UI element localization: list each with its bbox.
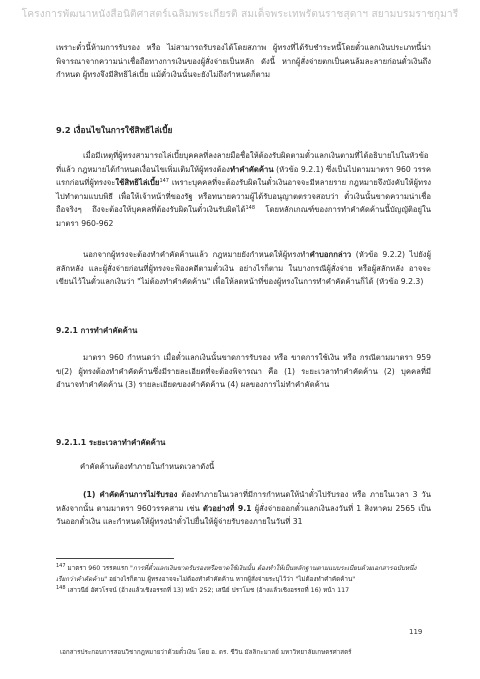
footnotes bbox=[56, 563, 431, 596]
section-heading-block bbox=[56, 124, 431, 136]
footnote-147-number: 147 bbox=[56, 563, 66, 569]
footnote-147-text-a: มาตรา 960 วรรคแรก bbox=[65, 565, 131, 572]
paragraph-5-text-a: ต้องทำภายในเวลาที่มีการกำหนดให้นำตั๋วไปรับรอง หรือ ภายในเวลา 3 วันหลังจากนั้น ตามมาตรา 960วรรคสาม เช่น bbox=[56, 490, 431, 513]
subsubsection-heading-block bbox=[56, 437, 431, 449]
page-number: 119 bbox=[409, 628, 423, 636]
paragraph-5-bold-example: ตัวอย่างที่ 9.1 bbox=[202, 503, 252, 513]
footnote-147-text-c: อย่างไรก็ตาม ผู้ทรงอาจจะไม่ต้องทำคำคัดค้าน หากผู้สั่งจ่ายระบุไว้ว่า "ไม่ต้องทำคำคัดค้าน" bbox=[107, 576, 356, 583]
paragraph-1-text-c: (หัวข้อ 9.2.1) ซึ่งเป็นไปตามมาตรา 960 วรรคแรกก่อนที่ผู้ทรงจะ bbox=[56, 164, 432, 188]
paragraph-2-bold-notice: คำบอกกล่าว bbox=[309, 250, 352, 259]
subsection-heading-block bbox=[56, 325, 431, 337]
footnote-ref-148: 148 bbox=[245, 205, 256, 212]
footnote-ref-147: 147 bbox=[159, 178, 169, 185]
paragraph-1-text-d: เพราะบุคคลที่จะต้องรับผิดในตั๋วเงินอาจจะมีหลายราย กฎหมายจึงบังคับให้ผู้ทรงไปทำตามแบบพิธี เพื่อให้เจ้าหน้าที่ของรัฐ หรือทนายความผู้ได้รับอนุญาตตรวจสอบว่า ตั๋วเงินนั้นขาดความน่าเชื่อถือจริงๆ ถึงจะต้องให้บุคคลที่ต้องรับผิดในตั๋วเงินรับผิดได้ bbox=[56, 178, 431, 215]
section-heading-9-2: 9.2 เงื่อนไขในการใช้สิทธิไล่เบี้ย bbox=[56, 125, 173, 135]
paragraph-5-block bbox=[56, 488, 431, 529]
paragraph-1 bbox=[56, 149, 431, 231]
paragraph-1-bold-protest: ทำคำคัดค้าน bbox=[229, 164, 274, 174]
running-header: โครงการพัฒนาหนังสือนิติศาสตร์เฉลิมพระเกียรติ สมเด็จพระเทพรัตนราชสุดาฯ สยามบรมราชกุมารี bbox=[21, 9, 459, 20]
section-heading-9-2-1: 9.2.1 การทำคำคัดค้าน bbox=[56, 326, 138, 335]
paragraph-5 bbox=[56, 488, 431, 529]
paragraph-3: มาตรา 960 กำหนดว่า เมื่อตั๋วแลกเงินนั้นขาดการรับรอง หรือ ขาดการใช้เงิน หรือ กรณีตามมาตรา 959 ข(2) ผู้ทรงต้องทำคำคัดค้านซึ่งมีรายละเอียดที่จะต้องพิจารณา คือ (1) ระยะเวลาทำคำคัดค้าน (2) บุคคลที่มีอำนาจทำคำคัดค้าน (3) รายละเอียดของคำคัดค้าน (4) ผลของการไม่ทำคำคัดค้าน bbox=[56, 353, 431, 390]
paragraph-4-block bbox=[56, 460, 431, 474]
footnote-148-text: เสาวนีย์ อัศวโรจน์ (อ้างแล้วเชิงอรรถที่ 13) หน้า 252; เสนีย์ ปราโมช (อ้างแล้วเชิงอรรถที่ 16) หน้า 117 bbox=[65, 587, 350, 594]
paragraph-1-block bbox=[56, 149, 431, 231]
paragraph-2-text-c: (หัวข้อ 9.2.2) ไปยังผู้สลักหลัง และผู้สั่งจ่ายก่อนที่ผู้ทรงจะฟ้องคดีตามตั๋วเงิน อย่างไรก็ตาม ในบางกรณีผู้สั่งจ่าย หรือผู้สลักหลัง อาจจะเขียนไว้ในตั๋วแลกเงินว่า "ไม่ต้องทำคำคัดค้าน" เพื่อให้ลดหน้าที่ของผู้ทรงในการทำคำคัดค้านก็ได้ (หัวข้อ 9.2.3) bbox=[56, 250, 431, 287]
intro-paragraph: เพราะตั๋วนี้ห้ามการรับรอง หรือ ไม่สามารถรับรองได้โดยสภาพ ผู้ทรงที่ได้รับชำระหนี้โดยตั๋วแลกเงินประเภทนี้น่าพิจารณาจากความน่าเชื่อถือทางการเงินของผู้สั่งจ่ายเป็นหลัก ดังนี้ หากผู้สั่งจ่ายตกเป็นคนล้มละลายก่อนตั๋วเงินถึงกำหนด ผู้ทรงจึงมีสิทธิไล่เบี้ย แม้ตั๋วเงินนั้นจะยังไม่ถึงกำหนดก็ตาม bbox=[56, 43, 431, 80]
paragraph-1-text-a: เมื่อมีเหตุที่ผู้ทรงสามารถไล่เบี้ยบุคคลที่ลงลายมือชื่อให้ต้องรับผิดตามตั๋วแลกเงินตามที่ได้อธิบายไปในหัวข้อที่แล้ว กฎหมายได้กำหนดเงื่อนไขเพิ่มเติมให้ผู้ทรงต้อง bbox=[56, 151, 429, 174]
paragraph-1-text-e: โดยหลักเกณฑ์ของการทำคำคัดค้านนี้บัญญัติอยู่ในมาตรา 960-962 bbox=[56, 205, 431, 228]
footnote-148-number: 148 bbox=[56, 585, 66, 591]
paragraph-2-text-a: นอกจากผู้ทรงจะต้องทำคำคัดค้านแล้ว กฎหมายยังกำหนดให้ผู้ทรงทำ bbox=[83, 250, 310, 259]
paragraph-5-text-c: ผู้สั่งจ่ายออกตั๋วแลกเงินลงวันที่ 1 สิงหาคม 2565 เป็นวันออกตั๋วเงิน และกำหนดให้ผู้ทรงนำตั๋วไปยื่นให้ผู้จ่ายรับรองภายในวันที่ 31 bbox=[56, 503, 432, 527]
footnote-148 bbox=[56, 585, 431, 596]
intro-paragraph-block bbox=[56, 41, 431, 82]
paragraph-3-block bbox=[56, 351, 431, 392]
paragraph-2-block bbox=[56, 248, 431, 289]
paragraph-4: คำคัดค้านต้องทำภายในกำหนดเวลาดังนี้ bbox=[80, 462, 215, 471]
footnote-147 bbox=[56, 563, 431, 585]
footnote-divider bbox=[56, 558, 174, 559]
section-heading-9-2-1-1: 9.2.1.1 ระยะเวลาทำคำคัดค้าน bbox=[56, 438, 166, 447]
paragraph-1-bold-recourse: ใช้สิทธิไล่เบี้ย bbox=[115, 178, 160, 188]
running-footer: เอกสารประกอบการสอนวิชากฎหมายว่าด้วยตั๋วเงิน โดย อ. ดร. ชีวิน มัลลิกะมาลย์ มหาวิทยาลัยเกษตรศาสตร์ bbox=[60, 649, 352, 656]
paragraph-2 bbox=[56, 248, 431, 289]
footnote-147-quote: "การที่ตั๋วแลกเงินขาดรับรองหรือขาดใช้เงินนั้น ต้องทำให้เป็นหลักฐานตามแบบระเบียบด้วยเอกสารฉบับหนึ่ง เรียกว่าคำคัดค้าน" bbox=[56, 565, 417, 583]
paragraph-5-bold-title: (1) คำคัดค้านการไม่รับรอง bbox=[83, 490, 178, 499]
